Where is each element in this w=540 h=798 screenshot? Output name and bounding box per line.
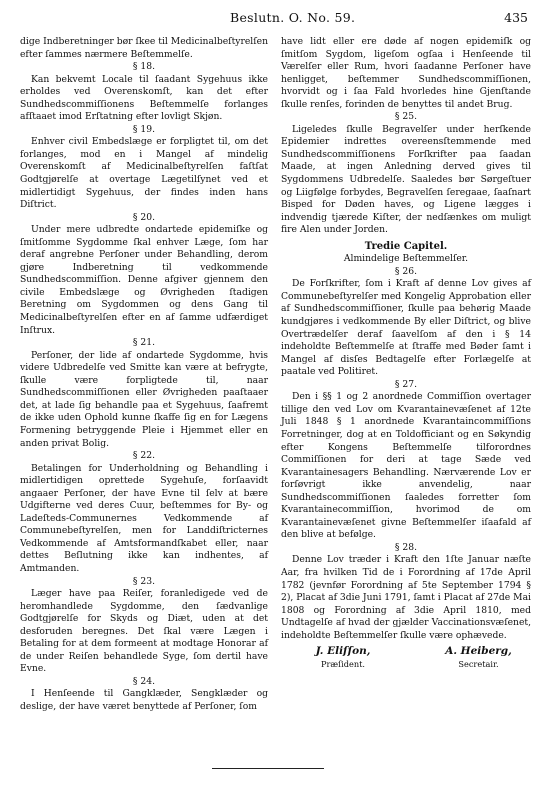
paragraph: Læger have paa Reiſer, foranledigede ved de heromhandlede Sygdomme, den ſædvanlige Godtgjørelſe for Skyds og Diæt, uden at det desforuden beregnes. Det ſkal være Lægen i Betaling for at dem formeent at modtage Honorar af de under Reiſen behandlede Syge, ſom dertil have Evne. — [20, 588, 268, 675]
paragraph: Ligeledes ſkulle Begravelſer under herſkende Epidemier indrettes overeensſtemmende med Sundhedscommiſſionens Forſkrifter paa ſaadan Maade, at ingen Anledning derved gives til Sygdommens Udbredelſe. Saaledes bør Sørgeſtuer og Liigfølge forbydes, Begravelſen ſeregaae, ſaaſnart Bisped for Døden haves, og Ligene lægges i indvendig tjærede Kiſter, der nedſænkes om muligt fire Alen under Jorden. — [281, 123, 531, 236]
signature-block — [281, 645, 531, 677]
signature-role: Præſident. — [320, 658, 366, 669]
section-number: § 21. — [132, 337, 156, 349]
page-header — [0, 8, 540, 28]
paragraph: Betalingen for Underholdning og Behandling i midlertidigen oprettede Sygehuſe, forſaavidt angaaer Perſoner, der have Evne til ſelv at bære Udgifterne ved deres Cuur, beſtemmes for By- og Ladeſteds-Communernes Vedkommende af Communebeſtyrelſen, men for Landdiſtricternes Vedkommende af Amtsformandſkabet eller, naar dettes Beſlutning ikke kan indhentes, af Amtmanden. — [20, 462, 268, 574]
paragraph: Den i §§ 1 og 2 anordnede Commiſſion overtager tillige den ved Lov om Kvarantainevæſenet af 12te Juli 1848 § 1 anordnede Kvarantaincommiſſions Forretninger, dog at en Toldofficiant og en Søkyndig efter Kongens Beſtemmelſe tilforordnes Commiſſionen for deri at tage Sæde ved Kvarantainesagers Behandling. Nærværende Lov er forſøvrigt ikke anvendelig, naar Sundhedscommiſſionen ſaaledes forretter ſom Kvarantainecommiſſion, hvorimod de om Kvarantainevæſenet givne Beſtemmelſer iſaafald af den blive at befølge. — [281, 391, 531, 541]
running-title: Beslutn. O. No. 59. — [230, 10, 356, 25]
section-number: § 24. — [132, 675, 156, 687]
page-number: 435 — [504, 10, 528, 25]
chapter-subheading: Almindelige Beſtemmelſer. — [343, 253, 469, 265]
right-column — [281, 36, 531, 677]
section-number: § 25. — [394, 111, 418, 123]
section-number: § 27. — [394, 378, 418, 390]
paragraph: Enhver civil Embedslæge er forpligtet til, om det forlanges, mod en i Mangel af mindelig Overenskomſt af Medicinalbeſtyrelſen faſtſat Godtgjørelſe at overtage Lægetilſynet ved et midlertidigt Sygehuus, der findes inden hans Diſtrict. — [20, 136, 268, 211]
section-number: § 22. — [132, 450, 156, 462]
section-number: § 28. — [394, 541, 418, 553]
signature-name: A. Heiberg, — [445, 645, 512, 658]
signature-role: Secretair. — [458, 658, 499, 669]
signature-name: J. Eliſſon, — [315, 645, 371, 658]
section-number: § 20. — [132, 211, 156, 223]
footer-rule — [212, 768, 324, 769]
paragraph: Denne Lov træder i Kraft den 1ſte Januar næſte Aar, fra hvilken Tid de i Forordning af 17de April 1782 (jevnfør Forordning af 5te September 1794 § 2), Placat af 3die Juni 1791, ſamt i Placat af 27de Mai 1808 og Forordning af 3die April 1810, med Undtagelſe af hvad der gjælder Vaccinationsvæſenet, indeholdte Beſtemmelſer ſkulle være ophævede. — [281, 554, 531, 641]
signature-president — [303, 645, 383, 670]
paragraph: dige Indberetninger bør ſkee til Medicinalbeſtyrelſen efter ſammes nærmere Beſtemmelſe. — [20, 36, 268, 60]
paragraph: Under mere udbredte ondartede epidemiſke og ſmitſomme Sygdomme ſkal enhver Læge, ſom har deraf angrebne Perſoner under Behandling, derom gjøre Indberetning til vedkommende Sundhedscommiſſion. Denne afgiver gjennem den civile Embedslæge og Øvrigheden ſtadigen Beretning om Sygdommen og dens Gang til Medicinalbeſtyrelſen efter en af ſamme udfærdiget Inſtrux. — [20, 224, 268, 336]
left-column — [20, 36, 268, 714]
paragraph: Perſoner, der lide af ondartede Sygdomme, hvis videre Udbredelſe ved Smitte kan være at befrygte, ſkulle være forpligtede til, naar Sundhedscommiſſionen eller Øvrigheden paaſtaaer det, at lade ſig behandle paa et Sygehuus, ſaafremt de ikke uden Ophold kunne ſkaffe ſig en for Lægens Formening betryggende Pleie i Hjemmet eller en anden privat Bolig. — [20, 349, 268, 449]
paragraph: I Henſeende til Gangklæder, Sengklæder og deslige, der have været benyttede af Perſoner, ſom — [20, 688, 268, 712]
signature-secretary — [431, 645, 526, 670]
paragraph: De Forſkrifter, ſom i Kraft af denne Lov gives af Communebeſtyrelſer med Kongelig Approbation eller af Sundhedscommiſſioner, ſkulle paa behørig Maade kundgjøres i vedkommende By eller Diſtrict, og blive Overtrædelſer deraf ſaavelſom af den i § 14 indeholdte Beſtemmelſe at ſtraffe med Bøder ſamt i Mangel af disſes Bedtagelſe efter Forlægelſe at paatale ved Politiret. — [281, 278, 531, 378]
section-number: § 26. — [394, 265, 418, 277]
paragraph: have lidt eller ere døde af nogen epidemiſk og ſmitſom Sygdom, ligeſom ogſaa i Henſeende til Værelſer eller Rum, hvori ſaadanne Perſoner have henligget, beſtemmer Sundhedscommiſſionen, hvorvidt og i ſaa Fald hvorledes hine Gjenſtande ſkulle renſes, forinden de benyttes til andet Brug. — [281, 36, 531, 110]
section-number: § 18. — [132, 61, 156, 73]
right-column-body — [281, 36, 531, 642]
section-number: § 19. — [132, 123, 156, 135]
paragraph: Kan bekvemt Locale til ſaadant Sygehuus ikke erholdes ved Overenskomſt, kan det efter Sundhedscommiſſionens Beſtemmelſe forlanges afſtaaet imod Erſtatning efter lovligt Skjøn. — [20, 73, 268, 123]
chapter-heading: Tredie Capitel. — [364, 240, 448, 252]
section-number: § 23. — [132, 575, 156, 587]
